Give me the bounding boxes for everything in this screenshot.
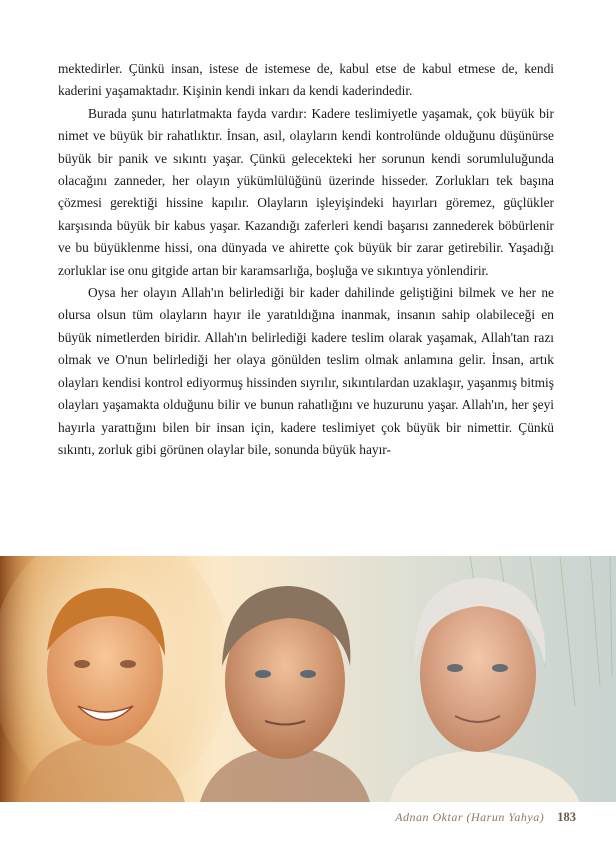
photo-collage [0, 556, 616, 802]
paragraph-1: mektedirler. Çünkü insan, istese de istemese de, kabul etse de kabul etmese de, kendi kaderini yaşamaktadır. Kişinin kendi inkarı da kendi kaderindedir. [58, 61, 554, 99]
footer-author: Adnan Oktar (Harun Yahya) [395, 810, 545, 824]
page-footer [395, 810, 576, 825]
paragraph-3: Oysa her olayın Allah'ın belirlediği bir kader dahilinde geliştiğini bilmek ve her ne olursa olsun tüm olayların hayır ile yaratıldığına inanmak, insanın sahip olabileceği en büyük nimetlerden biridir. Allah'ın belirlediği kadere teslim olarak yaşamak, Allah'tan razı olmak ve O'nun belirlediği her olaya gönülden teslim olmak anlamına gelir. İnsan, artık olayları kendisi kontrol ediyormuş hissinden sıyrılır, sıkıntılardan uzaklaşır, yaşanmış bitmiş olayları yaşamakta olduğunu bilir ve bunun rahatlığını ve huzurunu yaşar. Allah'ın, her şeyi hayırla yarattığını bilen bir insan için, kadere teslimiyet çok büyük bir nimettir. Çünkü sıkıntı, zorluk gibi görünen olaylar bile, sonunda büyük hayır- [58, 285, 554, 457]
photo-strip-men-ages [0, 556, 616, 802]
paragraph-2: Burada şunu hatırlatmakta fayda vardır: Kadere teslimiyetle yaşamak, çok büyük bir nimet ve büyük bir rahatlıktır. İnsan, asıl, olayların kendi kontrolünde olduğunu düşünürse büyük bir panik ve sıkıntı yaşar. Çünkü gelecekteki her sorunun kendi sorumluluğunda olacağını zanneder, her olayın yükümlülüğünü üzerinde hisseder. Zorlukları tek başına çözmesi gerektiği hissine kapılır. Olayların işleyişindeki hayırları göremez, güçlükler karşısında büyük bir kabus yaşar. Kazandığı zaferleri kendi başarısı zannederek böbürlenir ve bu büyüklenme hissi, ona dünyada ve ahirette çok büyük bir zarar getirebilir. Yaşadığı zorluklar ise onu gitgide artan bir karamsarlığa, boşluğa ve sıkıntıya yönlendirir. [58, 105, 554, 278]
body-text [58, 58, 554, 461]
page-number: 183 [557, 810, 576, 824]
